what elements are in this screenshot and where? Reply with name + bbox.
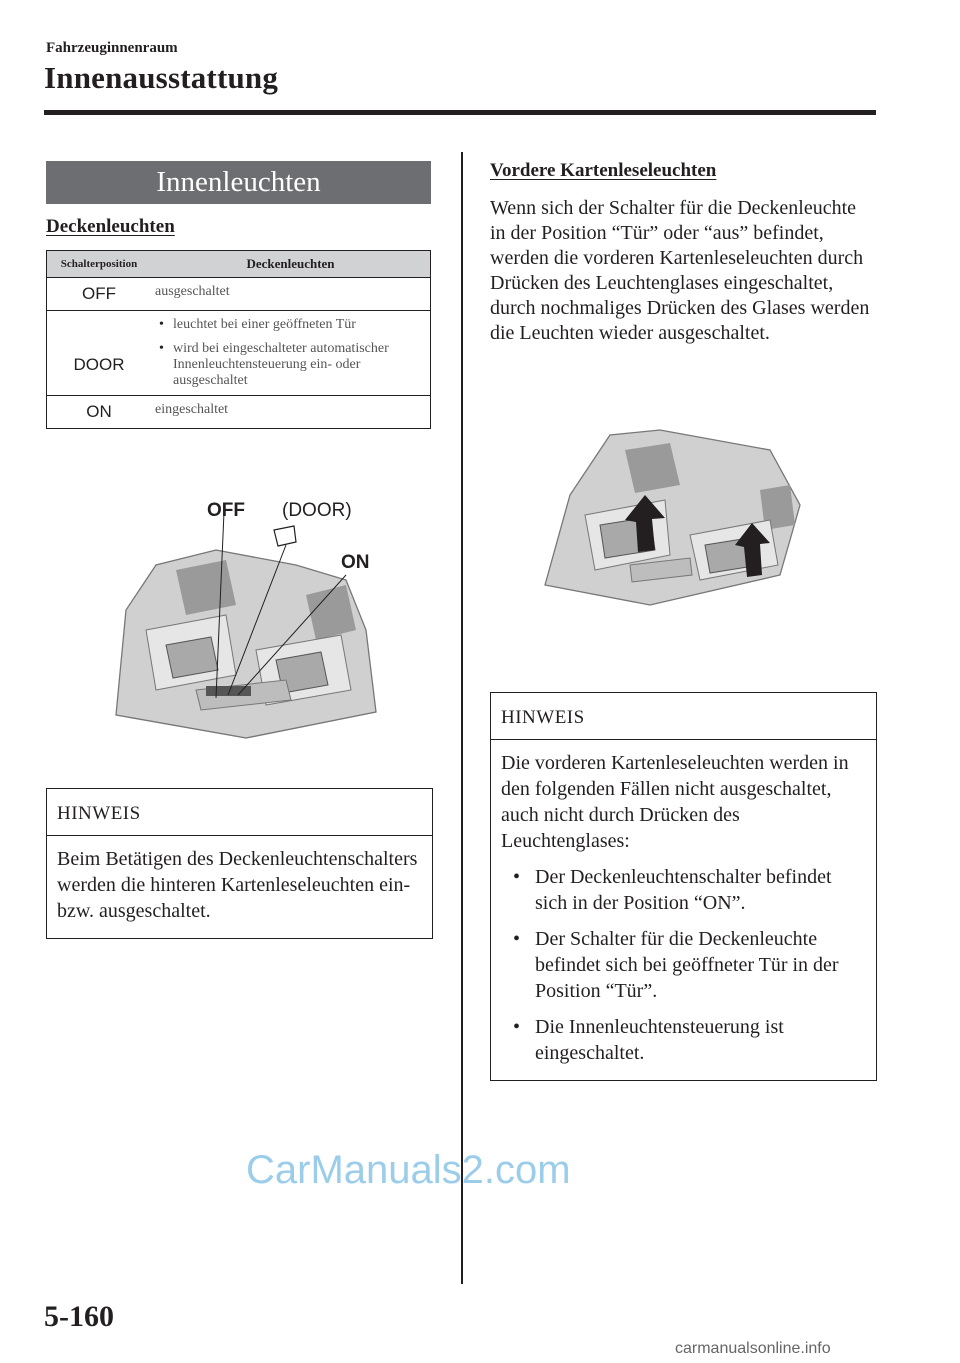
off-symbol: OFF (47, 278, 152, 311)
table-row (47, 278, 431, 311)
note-intro: Die vorderen Kartenleseleuchten werden in den folgenden Fällen nicht ausgeschaltet, auch nicht durch Drücken des Leuchtenglases: (501, 752, 849, 852)
column-divider (461, 152, 463, 1284)
chapter-label: Fahrzeuginnenraum (46, 40, 178, 56)
list-item: • leuchtet bei einer geöffneten Tür (155, 317, 426, 333)
page-number: 5-160 (44, 1300, 114, 1333)
note-body (491, 740, 876, 1080)
left-note-box (46, 788, 433, 939)
door-lamp-icon (274, 526, 296, 546)
watermark: CarManuals2.com (246, 1148, 571, 1192)
list-item: • Der Deckenleuchtenschalter befindet sich in der Position “ON”. (501, 864, 866, 916)
list-item: • wird bei eingeschalteter automatischer Innenleuchtensteuerung ein- oder ausgeschaltet (155, 341, 426, 389)
map-light-illustration (540, 425, 805, 610)
table-row (47, 311, 431, 396)
table-header-position: Schalterposition (47, 251, 152, 278)
list-item: • Der Schalter für die Deckenleuchte befindet sich bei geöffneter Tür in der Position “Tür”. (501, 926, 866, 1004)
table-cell: eingeschaltet (151, 396, 431, 429)
left-subheading: Deckenleuchten (46, 216, 175, 237)
header-divider (44, 110, 876, 115)
door-symbol: DOOR (47, 311, 152, 396)
note-heading: HINWEIS (491, 693, 876, 740)
list-item: • Die Innenleuchtensteuerung ist eingeschaltet. (501, 1014, 866, 1066)
right-paragraph: Wenn sich der Schalter für die Deckenleuchte in der Position “Tür” oder “aus” befindet, werden die vorderen Kartenleseleuchten durch Drücken des Leuchtenglases eingeschaltet, durch nochmaliges Drücken des Glases werden die Leuchten wieder ausgeschaltet. (490, 197, 870, 344)
on-symbol: ON (47, 396, 152, 429)
table-row (47, 396, 431, 429)
right-subheading: Vordere Kartenleseleuchten (490, 160, 717, 181)
figure-label-door-text: DOOR (288, 500, 346, 521)
right-note-box (490, 692, 877, 1081)
figure-label-door: (DOOR) (282, 500, 352, 521)
switch-position-table (46, 250, 431, 429)
table-header-lights: Deckenleuchten (151, 251, 431, 278)
overhead-console-illustration (96, 490, 386, 750)
figure-label-off: OFF (207, 500, 245, 521)
page-title: Innenausstattung (44, 60, 279, 95)
note-text: Beim Betätigen des Deckenleuchtenschalters werden die hinteren Kartenleseleuchten ein- bzw. ausgeschaltet. (57, 848, 418, 922)
note-heading: HINWEIS (47, 789, 432, 836)
figure-label-on: ON (341, 552, 370, 573)
section-title: Innenleuchten (46, 161, 431, 204)
table-cell: ausgeschaltet (151, 278, 431, 311)
footer-watermark: carmanualsonline.info (675, 1340, 831, 1357)
